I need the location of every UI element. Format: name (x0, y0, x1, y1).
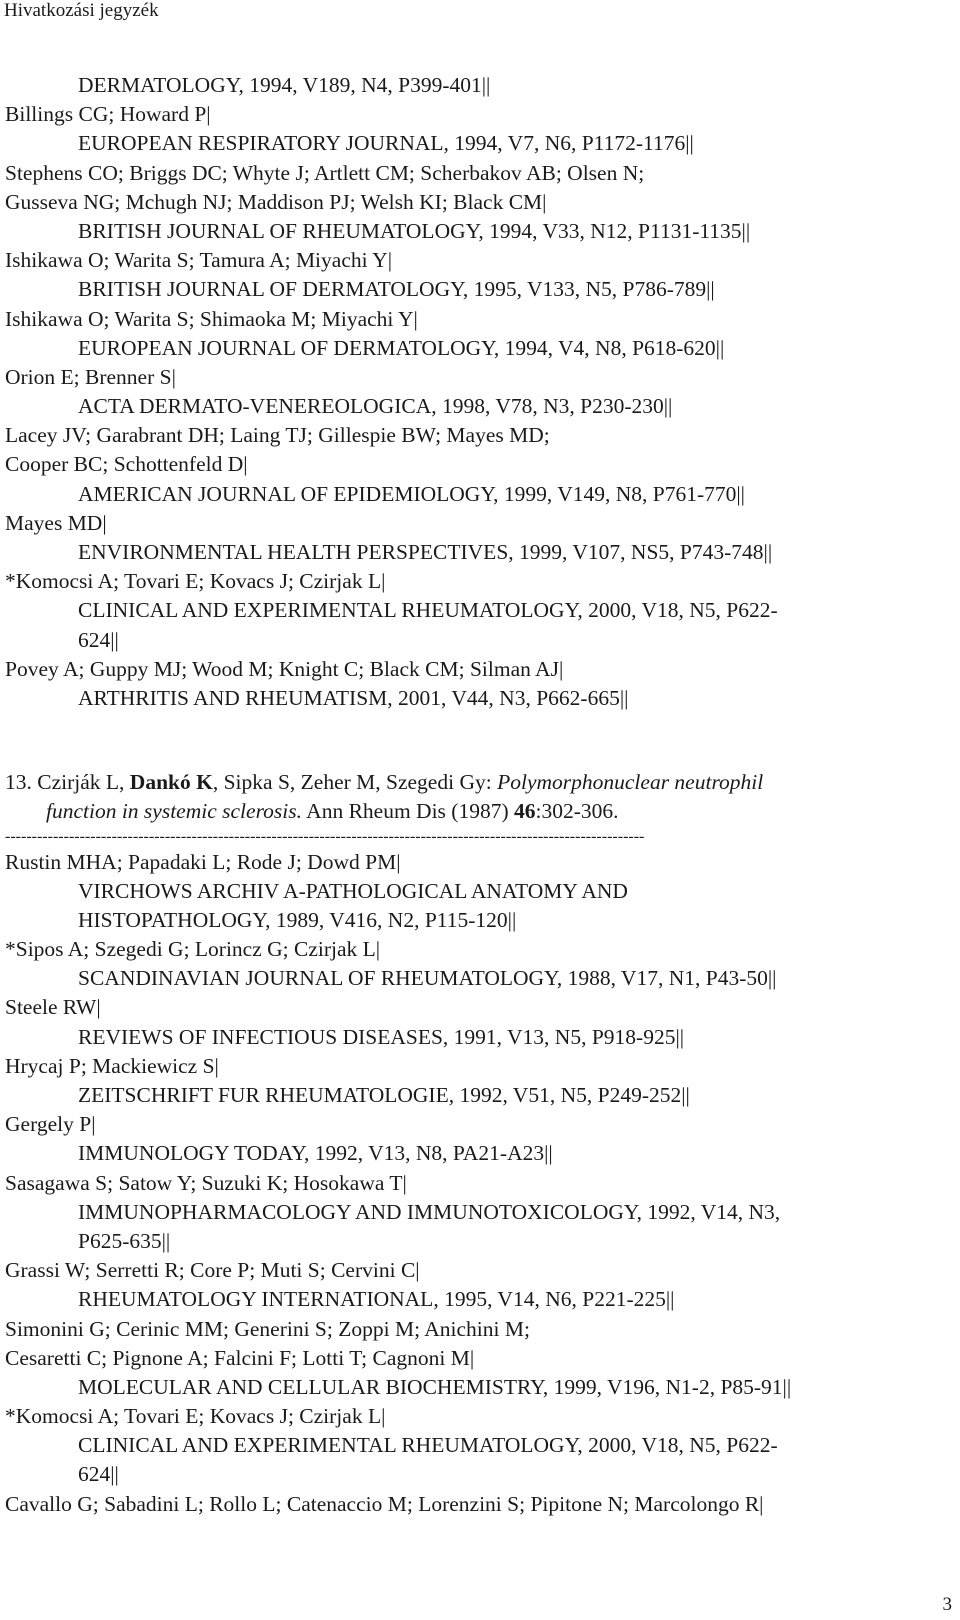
author-list-line: *Komocsi A; Tovari E; Kovacs J; Czirjak L| (5, 569, 386, 594)
author-list-line: Povey A; Guppy MJ; Wood M; Knight C; Black CM; Silman AJ| (5, 656, 564, 681)
author-list-line: Lacey JV; Garabrant DH; Laing TJ; Gillespie BW; Mayes MD; (5, 423, 550, 448)
journal-citation-line: HISTOPATHOLOGY, 1989, V416, N2, P115-120|| (78, 907, 517, 932)
entry-other-authors: , Sipka S, Zeher M, Szegedi Gy: (212, 770, 498, 795)
document-body (5, 71, 955, 1519)
entry-number: 13. (5, 770, 38, 795)
entry-pages: :302-306. (535, 799, 619, 824)
author-list-line: Mayes MD| (5, 510, 107, 535)
separator-line: ------------------------------------------------------------------------------------------------------------------------ (5, 827, 645, 845)
author-list-line: Sasagawa S; Satow Y; Suzuki K; Hosokawa T| (5, 1170, 407, 1195)
journal-citation-line: IMMUNOLOGY TODAY, 1992, V13, N8, PA21-A23|| (78, 1141, 553, 1166)
entry-highlighted-author: Dankó K (129, 770, 213, 795)
entry-line-2 (5, 797, 955, 826)
entry-title-part-1: Polymorphonuclear neutrophil (497, 770, 764, 795)
journal-citation-line: DERMATOLOGY, 1994, V189, N4, P399-401|| (78, 73, 491, 97)
journal-citation-line: 624|| (78, 627, 119, 652)
journal-citation-line: MOLECULAR AND CELLULAR BIOCHEMISTRY, 1999, V196, N1-2, P85-91|| (78, 1374, 792, 1399)
author-list-line: Cavallo G; Sabadini L; Rollo L; Catenaccio M; Lorenzini S; Pipitone N; Marcolongo R| (5, 1491, 764, 1516)
author-list-line: Hrycaj P; Mackiewicz S| (5, 1053, 219, 1078)
page-number: 3 (942, 1594, 952, 1615)
journal-citation-line: ZEITSCHRIFT FUR RHEUMATOLOGIE, 1992, V51, N5, P249-252|| (78, 1083, 690, 1107)
journal-citation-line: P625-635|| (78, 1228, 171, 1253)
entry-line-1 (5, 768, 955, 797)
author-list-line: Gusseva NG; Mchugh NJ; Maddison PJ; Welsh KI; Black CM| (5, 189, 547, 214)
journal-citation-line: ACTA DERMATO-VENEREOLOGICA, 1998, V78, N3, P230-230|| (78, 394, 673, 419)
entry-volume: 46 (514, 799, 536, 824)
journal-citation-line: EUROPEAN RESPIRATORY JOURNAL, 1994, V7, N6, P1172-1176|| (78, 131, 694, 156)
journal-citation-line: 624|| (78, 1462, 119, 1487)
journal-citation-line: RHEUMATOLOGY INTERNATIONAL, 1995, V14, N6, P221-225|| (78, 1287, 675, 1312)
author-list-line: Billings CG; Howard P| (5, 102, 211, 127)
journal-citation-line: BRITISH JOURNAL OF RHEUMATOLOGY, 1994, V33, N12, P1131-1135|| (78, 218, 751, 243)
author-list-line: Grassi W; Serretti R; Core P; Muti S; Cervini C| (5, 1258, 420, 1283)
author-list-line: Cesaretti C; Pignone A; Falcini F; Lotti T; Cagnoni M| (5, 1345, 475, 1370)
author-list-line: Steele RW| (5, 995, 101, 1020)
journal-citation-line: SCANDINAVIAN JOURNAL OF RHEUMATOLOGY, 1988, V17, N1, P43-50|| (78, 966, 777, 991)
author-list-line: Cooper BC; Schottenfeld D| (5, 452, 248, 477)
journal-citation-line: BRITISH JOURNAL OF DERMATOLOGY, 1995, V133, N5, P786-789|| (78, 277, 715, 302)
author-list-line: Stephens CO; Briggs DC; Whyte J; Artlett CM; Scherbakov AB; Olsen N; (5, 160, 645, 185)
section-spacer (5, 713, 955, 768)
publication-entry (5, 768, 955, 826)
reference-list-top (5, 71, 955, 713)
journal-citation-line: EUROPEAN JOURNAL OF DERMATOLOGY, 1994, V4, N8, P618-620|| (78, 335, 725, 360)
author-list-line: Simonini G; Cerinic MM; Generini S; Zoppi M; Anichini M; (5, 1316, 530, 1341)
journal-citation-line: REVIEWS OF INFECTIOUS DISEASES, 1991, V13, N5, P918-925|| (78, 1024, 685, 1049)
entry-journal: Ann Rheum Dis (1987) (301, 799, 514, 824)
journal-citation-line: CLINICAL AND EXPERIMENTAL RHEUMATOLOGY, 2000, V18, N5, P622- (78, 1433, 778, 1458)
author-list-line: Ishikawa O; Warita S; Tamura A; Miyachi Y| (5, 248, 392, 273)
journal-citation-line: ARTHRITIS AND RHEUMATISM, 2001, V44, N3, P662-665|| (78, 685, 629, 710)
journal-citation-line: CLINICAL AND EXPERIMENTAL RHEUMATOLOGY, 2000, V18, N5, P622- (78, 598, 778, 623)
journal-citation-line: IMMUNOPHARMACOLOGY AND IMMUNOTOXICOLOGY, 1992, V14, N3, (78, 1199, 781, 1224)
entry-title-part-2: function in systemic sclerosis. (46, 799, 302, 824)
author-list-line: Gergely P| (5, 1112, 96, 1137)
author-list-line: Orion E; Brenner S| (5, 364, 176, 389)
reference-list-bottom (5, 848, 955, 1519)
author-list-line: *Komocsi A; Tovari E; Kovacs J; Czirjak L| (5, 1404, 386, 1429)
journal-citation-line: ENVIRONMENTAL HEALTH PERSPECTIVES, 1999, V107, NS5, P743-748|| (78, 540, 773, 564)
page-header: Hivatkozási jegyzék (4, 0, 159, 21)
journal-citation-line: VIRCHOWS ARCHIV A-PATHOLOGICAL ANATOMY AND (78, 878, 628, 903)
author-list-line: Rustin MHA; Papadaki L; Rode J; Dowd PM| (5, 849, 401, 874)
journal-citation-line: AMERICAN JOURNAL OF EPIDEMIOLOGY, 1999, V149, N8, P761-770|| (78, 481, 745, 506)
author-list-line: Ishikawa O; Warita S; Shimaoka M; Miyachi Y| (5, 306, 418, 331)
entry-first-author: Czirják L, (37, 770, 130, 795)
author-list-line: *Sipos A; Szegedi G; Lorincz G; Czirjak L| (5, 937, 381, 962)
